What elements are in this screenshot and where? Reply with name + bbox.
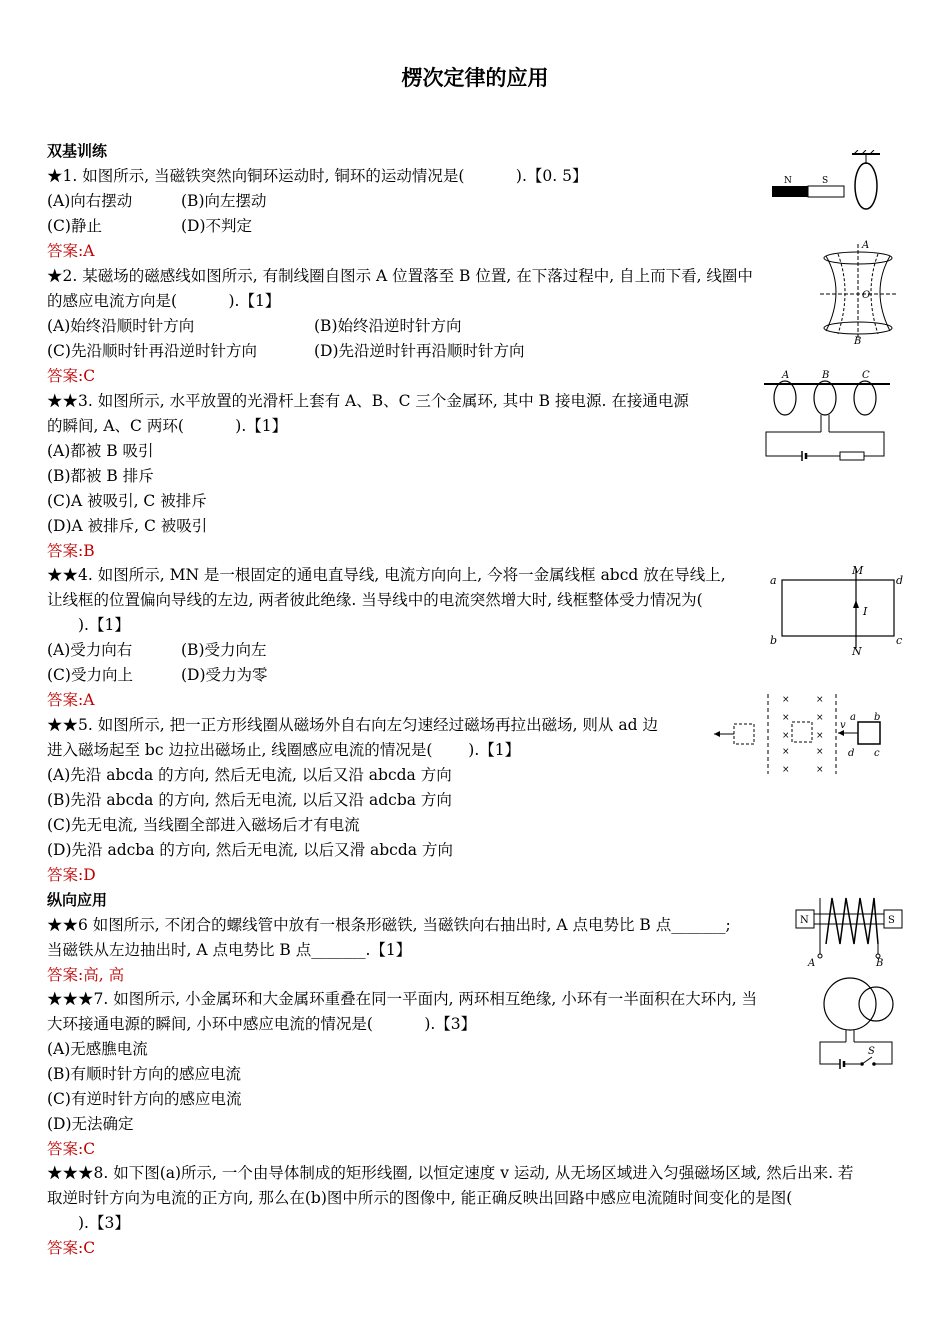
- q3-stem-line2: 的瞬间, A、C 两环( ).【1】: [47, 417, 288, 435]
- q8-stem-line3: ).【3】: [47, 1214, 130, 1232]
- q3-option-a: (A)都被 B 吸引: [47, 442, 154, 460]
- q1-option-b: (B)向左摆动: [181, 192, 267, 210]
- q7-stem-line2: 大环接通电源的瞬间, 小环中感应电流的情况是( ).【3】: [47, 1015, 477, 1033]
- q4-figure-wire-frame: [768, 560, 908, 656]
- q4-stem-line2: 让线框的位置偏向导线的左边, 两者彼此绝缘. 当导线中的电流突然增大时, 线框整体受力情况为(: [47, 591, 703, 609]
- q4-fig-label-a: a: [770, 574, 777, 587]
- q5-option-d: (D)先沿 adcba 的方向, 然后无电流, 以后又滑 abcda 方向: [47, 841, 453, 859]
- q6-fig-label-s: S: [888, 915, 895, 926]
- q7-answer: 答案:C: [47, 1140, 96, 1158]
- q2-fig-label-a: A: [862, 240, 870, 251]
- q6-figure-solenoid: [792, 892, 904, 968]
- q7-fig-label-s: S: [868, 1046, 875, 1057]
- q5-figure-magnetic-field: [712, 690, 892, 776]
- q5-stem-line1: ★★5. 如图所示, 把一正方形线圈从磁场外自右向左匀速经过磁场再拉出磁场, 则从 ad 边: [47, 716, 658, 734]
- q2-option-b: (B)始终沿逆时针方向: [314, 317, 462, 335]
- q1-figure-magnet-ring: [770, 150, 890, 214]
- q2-stem-line1: ★2. 某磁场的磁感线如图所示, 有制线圈自图示 A 位置落至 B 位置, 在下落过程中, 自上而下看, 线圈中: [47, 267, 753, 285]
- q2-answer: 答案:C: [47, 367, 96, 385]
- q3-answer: 答案:B: [47, 542, 95, 560]
- q4-option-c: (C)受力向上: [47, 666, 133, 684]
- q5-fig-label-c: c: [874, 748, 880, 759]
- q2-fig-label-b: B: [854, 336, 862, 346]
- q4-stem-line3: ).【1】: [47, 616, 130, 634]
- svg-text:×: ×: [782, 765, 790, 775]
- q4-option-b: (B)受力向左: [181, 641, 267, 659]
- q3-option-d: (D)A 被排斥, C 被吸引: [47, 517, 208, 535]
- q7-figure-two-rings: [814, 974, 904, 1070]
- q4-answer: 答案:A: [47, 691, 95, 709]
- q6-answer: 答案:高, 高: [47, 966, 125, 984]
- q3-figure-three-rings: [762, 366, 892, 466]
- page-title: 楞次定律的应用: [401, 66, 549, 90]
- q4-fig-label-i: I: [863, 605, 868, 618]
- q5-fig-label-d: d: [848, 748, 855, 759]
- q4-fig-label-b: b: [770, 634, 778, 647]
- q3-fig-label-c: C: [862, 370, 870, 381]
- q2-stem-line2: 的感应电流方向是( ).【1】: [47, 292, 281, 310]
- svg-text:×: ×: [816, 731, 824, 741]
- q5-answer: 答案:D: [47, 866, 96, 884]
- q6-stem-line1: ★★6 如图所示, 不闭合的螺线管中放有一根条形磁铁, 当磁铁向右抽出时, A 点电势比 B 点_______;: [47, 916, 731, 934]
- q8-stem-line1: ★★★8. 如下图(a)所示, 一个由导体制成的矩形线圈, 以恒定速度 v 运动, 从无场区域进入匀强磁场区域, 然后出来. 若: [47, 1164, 854, 1182]
- q8-stem-line2: 取逆时针方向为电流的正方向, 那么在(b)图中所示的图像中, 能正确反映出回路中感应电流随时间变化的是图(: [47, 1189, 793, 1207]
- svg-text:×: ×: [816, 695, 824, 705]
- q4-fig-label-n: N: [852, 645, 862, 656]
- q4-stem-line1: ★★4. 如图所示, MN 是一根固定的通电直导线, 电流方向向上, 今将一金属线框 abcd 放在导线上,: [47, 566, 726, 584]
- q4-fig-label-c: c: [896, 634, 903, 647]
- svg-text:×: ×: [782, 747, 790, 757]
- q3-stem-line1: ★★3. 如图所示, 水平放置的光滑杆上套有 A、B、C 三个金属环, 其中 B 接电源. 在接通电源: [47, 392, 689, 410]
- q1-stem: ★1. 如图所示, 当磁铁突然向铜环运动时, 铜环的运动情况是( ).【0. 5】: [47, 167, 588, 185]
- q7-stem-line1: ★★★7. 如图所示, 小金属环和大金属环重叠在同一平面内, 两环相互绝缘, 小环有一半面积在大环内, 当: [47, 990, 758, 1008]
- q8-answer: 答案:C: [47, 1239, 96, 1257]
- q7-option-a: (A)无感膲电流: [47, 1040, 148, 1058]
- q5-option-b: (B)先沿 abcda 的方向, 然后无电流, 以后又沿 adcba 方向: [47, 791, 452, 809]
- q1-option-c: (C)静止: [47, 217, 102, 235]
- q3-fig-label-a: A: [782, 370, 790, 381]
- q4-fig-label-m: M: [852, 564, 864, 577]
- svg-text:×: ×: [816, 747, 824, 757]
- q3-option-c: (C)A 被吸引, C 被排斥: [47, 492, 207, 510]
- q3-option-b: (B)都被 B 排斥: [47, 467, 154, 485]
- svg-text:×: ×: [782, 695, 790, 705]
- q7-option-d: (D)无法确定: [47, 1115, 134, 1133]
- section-heading-applications: 纵向应用: [47, 891, 108, 909]
- q2-option-a: (A)始终沿顺时针方向: [47, 317, 195, 335]
- svg-text:×: ×: [816, 713, 824, 723]
- section-heading-basics: 双基训练: [47, 142, 108, 160]
- q4-fig-label-d: d: [896, 574, 904, 587]
- svg-text:×: ×: [782, 713, 790, 723]
- q6-stem-line2: 当磁铁从左边抽出时, A 点电势比 B 点_______.【1】: [47, 941, 412, 959]
- q2-figure-field-lines: [808, 236, 908, 346]
- q5-stem-line2: 进入磁场起至 bc 边拉出磁场止, 线圈感应电流的情况是( ).【1】: [47, 741, 521, 759]
- q5-option-a: (A)先沿 abcda 的方向, 然后无电流, 以后又沿 abcda 方向: [47, 766, 452, 784]
- q6-fig-label-n: N: [800, 915, 809, 926]
- svg-text:×: ×: [782, 731, 790, 741]
- q6-fig-label-a: A: [808, 958, 816, 968]
- svg-text:×: ×: [816, 765, 824, 775]
- q4-option-a: (A)受力向右: [47, 641, 133, 659]
- q5-fig-label-b: b: [874, 712, 881, 723]
- q7-option-b: (B)有顺时针方向的感应电流: [47, 1065, 241, 1083]
- q2-option-c: (C)先沿顺时针再沿逆时针方向: [47, 342, 257, 360]
- q7-option-c: (C)有逆时针方向的感应电流: [47, 1090, 242, 1108]
- q5-option-c: (C)先无电流, 当线圈全部进入磁场后才有电流: [47, 816, 360, 834]
- q5-fig-label-v: v: [840, 720, 846, 731]
- q1-option-a: (A)向右摆动: [47, 192, 133, 210]
- q5-fig-label-a: a: [850, 712, 856, 723]
- q1-fig-label-s: S: [822, 176, 829, 186]
- q6-fig-label-b: B: [876, 958, 884, 968]
- q3-fig-label-b: B: [822, 370, 830, 381]
- q1-answer: 答案:A: [47, 242, 95, 260]
- q1-option-d: (D)不判定: [181, 217, 253, 235]
- q4-option-d: (D)受力为零: [181, 666, 268, 684]
- q1-fig-label-n: N: [784, 176, 792, 186]
- q2-fig-label-o: O: [862, 290, 871, 301]
- q2-option-d: (D)先沿逆时针再沿顺时针方向: [314, 342, 525, 360]
